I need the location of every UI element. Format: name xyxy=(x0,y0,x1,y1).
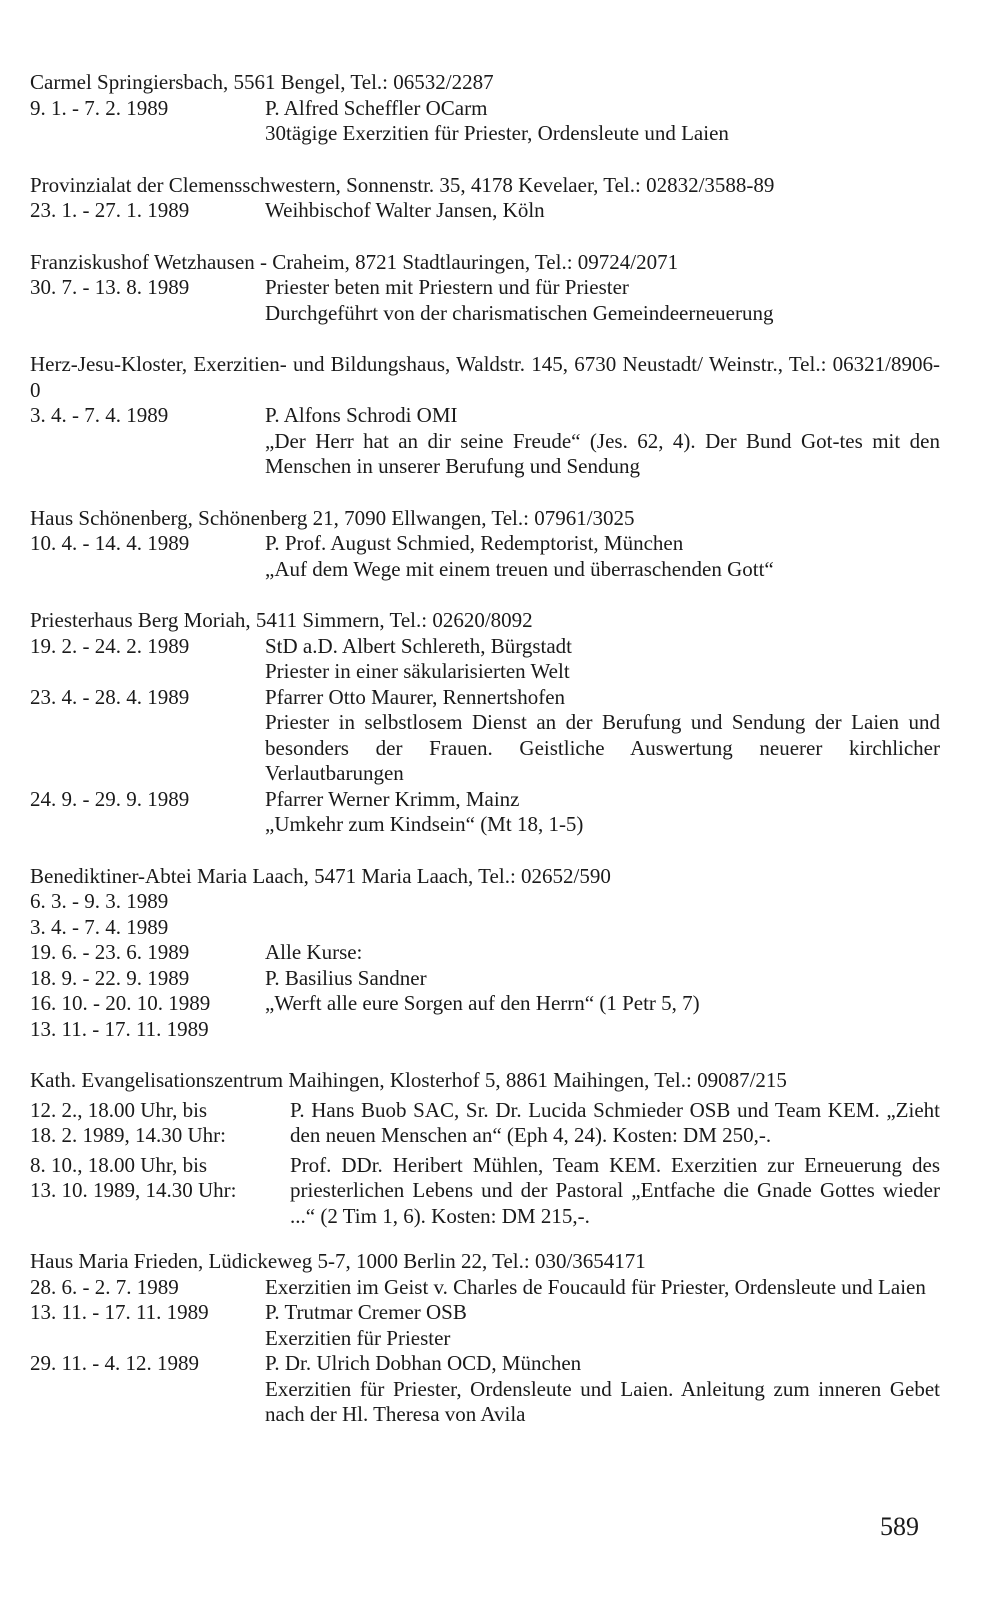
course-line: P. Trutmar Cremer OSB xyxy=(265,1300,467,1324)
course-date: 6. 3. - 9. 3. 1989 xyxy=(30,889,169,913)
house-header: Provinzialat der Clemensschwestern, Sonnenstr. 35, 4178 Kevelaer, Tel.: 02832/3588-89 xyxy=(30,172,775,197)
course-date-start: 8. 10., 18.00 Uhr, bis xyxy=(30,1152,208,1177)
retreat-house-section xyxy=(30,250,940,327)
course-entry xyxy=(30,1300,940,1351)
course-date-start: 12. 2., 18.00 Uhr, bis xyxy=(30,1097,208,1122)
course-date: 16. 10. - 20. 10. 1989 xyxy=(30,991,211,1015)
retreat-house-section xyxy=(30,1068,940,1229)
course-entry xyxy=(30,685,940,787)
course-entry xyxy=(30,915,940,941)
course-entry xyxy=(30,787,940,838)
course-entry xyxy=(30,1017,940,1043)
course-line: Exerzitien für Priester, Ordensleute und Laien. Anleitung zum inneren Gebet nach der Hl. Theresa von Avila xyxy=(265,1376,940,1426)
house-header: Carmel Springiersbach, 5561 Bengel, Tel.: 06532/2287 xyxy=(30,70,494,94)
course-line: Priester beten mit Priestern und für Priester xyxy=(265,275,629,299)
course-date-end: 18. 2. 1989, 14.30 Uhr: xyxy=(30,1123,226,1147)
course-entry xyxy=(30,96,940,147)
course-date: 23. 4. - 28. 4. 1989 xyxy=(30,684,190,709)
course-line: P. Hans Buob SAC, Sr. Dr. Lucida Schmieder OSB und Team KEM. „Zieht den neuen Menschen an“ (Eph 4, 24). Kosten: DM 250,-. xyxy=(290,1097,940,1147)
course-line: „Auf dem Wege mit einem treuen und überraschenden Gott“ xyxy=(265,556,774,581)
course-entry xyxy=(30,889,940,915)
course-line: P. Basilius Sandner xyxy=(265,965,427,990)
course-entry xyxy=(30,1098,940,1149)
course-line xyxy=(265,1017,940,1043)
retreat-house-section xyxy=(30,506,940,583)
course-date: 13. 11. - 17. 11. 1989 xyxy=(30,1016,209,1041)
course-entry xyxy=(30,1275,940,1301)
course-line: „Der Herr hat an dir seine Freude“ (Jes. 62, 4). Der Bund Got-tes mit den Menschen in unserer Berufung und Sendung xyxy=(265,428,940,478)
course-line: Priester in einer säkularisierten Welt xyxy=(265,659,570,683)
house-header: Kath. Evangelisationszentrum Maihingen, Klosterhof 5, 8861 Maihingen, Tel.: 09087/215 xyxy=(30,1068,787,1092)
house-header: Franziskushof Wetzhausen - Craheim, 8721 Stadtlauringen, Tel.: 09724/2071 xyxy=(30,249,679,274)
course-line: Exerzitien für Priester xyxy=(265,1325,451,1350)
course-line: Pfarrer Otto Maurer, Rennertshofen xyxy=(265,684,566,709)
course-date: 19. 6. - 23. 6. 1989 xyxy=(30,940,190,964)
course-date: 30. 7. - 13. 8. 1989 xyxy=(30,275,190,299)
course-line: P. Dr. Ulrich Dobhan OCD, München xyxy=(265,1351,582,1375)
course-date: 9. 1. - 7. 2. 1989 xyxy=(30,95,169,120)
retreat-house-section xyxy=(30,608,940,838)
course-date: 3. 4. - 7. 4. 1989 xyxy=(30,403,169,427)
course-entry xyxy=(30,275,940,326)
course-line: „Werft alle eure Sorgen auf den Herrn“ (1 Petr 5, 7) xyxy=(265,991,700,1015)
course-line: „Umkehr zum Kindsein“ (Mt 18, 1-5) xyxy=(265,812,584,836)
course-date: 10. 4. - 14. 4. 1989 xyxy=(30,531,190,555)
course-entry xyxy=(30,1153,940,1230)
house-header: Herz-Jesu-Kloster, Exerzitien- und Bildungshaus, Waldstr. 145, 6730 Neustadt/ Weinstr., Tel.: 06321/8906-0 xyxy=(30,352,940,402)
course-line: Priester in selbstlosem Dienst an der Berufung und Sendung der Laien und besonders der Frauen. Geistliche Auswertung neuerer kirchlicher Verlautbarungen xyxy=(265,710,940,785)
house-header: Haus Maria Frieden, Lüdickeweg 5-7, 1000 Berlin 22, Tel.: 030/3654171 xyxy=(30,1249,646,1273)
retreat-house-section xyxy=(30,70,940,147)
course-line: Pfarrer Werner Krimm, Mainz xyxy=(265,786,520,811)
course-entry xyxy=(30,966,940,992)
course-line: Prof. DDr. Heribert Mühlen, Team KEM. Exerzitien zur Erneuerung des priesterlichen Lebens und der Pastoral „Entfache die Gnade Gottes wieder ...“ (2 Tim 1, 6). Kosten: DM 215,-. xyxy=(290,1152,940,1228)
course-entry xyxy=(30,991,940,1017)
course-date-end: 13. 10. 1989, 14.30 Uhr: xyxy=(30,1178,237,1202)
course-entry xyxy=(30,634,940,685)
course-line xyxy=(265,889,940,915)
course-line: Exerzitien im Geist v. Charles de Foucauld für Priester, Ordensleute und Laien xyxy=(265,1274,926,1299)
course-line: Weihbischof Walter Jansen, Köln xyxy=(265,198,545,222)
course-line: 30tägige Exerzitien für Priester, Ordensleute und Laien xyxy=(265,121,729,145)
retreat-house-section xyxy=(30,173,940,224)
course-entry xyxy=(30,403,940,480)
document-page xyxy=(30,70,940,1454)
house-header: Benediktiner-Abtei Maria Laach, 5471 Maria Laach, Tel.: 02652/590 xyxy=(30,863,611,888)
course-entry xyxy=(30,940,940,966)
course-entry xyxy=(30,198,940,224)
course-line: StD a.D. Albert Schlereth, Bürgstadt xyxy=(265,633,572,658)
course-date: 28. 6. - 2. 7. 1989 xyxy=(30,1274,179,1299)
course-line: P. Prof. August Schmied, Redemptorist, München xyxy=(265,531,684,555)
retreat-house-section xyxy=(30,352,940,480)
course-line: P. Alfons Schrodi OMI xyxy=(265,403,458,427)
retreat-house-section xyxy=(30,1249,940,1428)
retreat-house-section xyxy=(30,864,940,1043)
house-header: Haus Schönenberg, Schönenberg 21, 7090 Ellwangen, Tel.: 07961/3025 xyxy=(30,505,635,530)
course-line: Durchgeführt von der charismatischen Gemeindeerneuerung xyxy=(265,300,774,325)
course-entry xyxy=(30,531,940,582)
page-number: 589 xyxy=(880,1512,919,1541)
course-line: P. Alfred Scheffler OCarm xyxy=(265,95,488,120)
course-entry xyxy=(30,1351,940,1428)
course-date: 29. 11. - 4. 12. 1989 xyxy=(30,1351,199,1375)
course-date: 3. 4. - 7. 4. 1989 xyxy=(30,914,169,939)
course-line xyxy=(265,915,940,941)
course-line: Alle Kurse: xyxy=(265,940,363,964)
house-header: Priesterhaus Berg Moriah, 5411 Simmern, Tel.: 02620/8092 xyxy=(30,608,533,632)
course-date: 18. 9. - 22. 9. 1989 xyxy=(30,965,190,990)
course-date: 13. 11. - 17. 11. 1989 xyxy=(30,1300,209,1324)
course-date: 24. 9. - 29. 9. 1989 xyxy=(30,786,190,811)
course-date: 23. 1. - 27. 1. 1989 xyxy=(30,198,190,222)
course-date: 19. 2. - 24. 2. 1989 xyxy=(30,633,190,658)
